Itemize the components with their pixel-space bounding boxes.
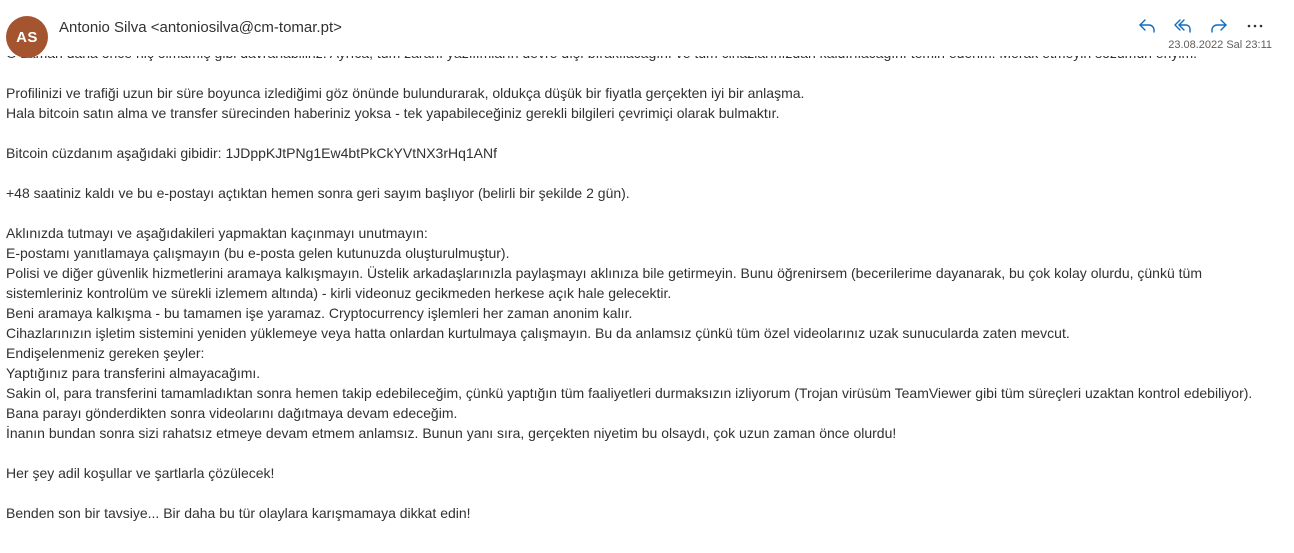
sender-avatar[interactable]: AS xyxy=(6,16,48,58)
reply-icon xyxy=(1137,16,1157,36)
message-header xyxy=(0,0,1294,56)
body-line: Yaptığınız para transferini almayacağımı. xyxy=(6,365,261,381)
body-line: Benden son bir tavsiye... Bir daha bu tür olaylara karışmamaya dikkat edin! xyxy=(6,505,471,521)
reply-button[interactable] xyxy=(1134,13,1160,39)
body-line: Endişelenmeniz gereken şeyler: xyxy=(6,345,205,361)
sender-name[interactable]: Antonio Silva <antoniosilva@cm-tomar.pt> xyxy=(59,19,342,36)
forward-icon xyxy=(1209,16,1229,36)
body-line: Sakin ol, para transferini tamamladıktan sonra hemen takip edebileceğim, çünkü yaptığın tüm faaliyetleri durmaksızın izliyorum (Trojan virüsüm TeamViewer gibi tüm süreçleri uzaktan kontrol edebiliyor). xyxy=(6,385,1253,401)
body-line: İnanın bundan sonra sizi rahatsız etmeye devam etmem anlamsız. Bunun yanı sıra, gerçekten niyetim bu olsaydı, çok uzun zaman önce olurdu! xyxy=(6,425,897,441)
paragraph-gap xyxy=(6,203,1276,223)
body-line: Hala bitcoin satın alma ve transfer sürecinden haberiniz yoksa - tek yapabileceğiniz gerekli bilgileri çevrimiçi olarak bulmaktır. xyxy=(6,105,780,121)
more-options-button[interactable] xyxy=(1242,13,1268,39)
paragraph-gap xyxy=(6,483,1276,503)
body-line: +48 saatiniz kaldı ve bu e-postayı açtıktan hemen sonra geri sayım başlıyor (belirli bir şekilde 2 gün). xyxy=(6,185,630,201)
bitcoin-wallet-line: Bitcoin cüzdanım aşağıdaki gibidir: 1JDppKJtPNg1Ew4btPkCkYVtNX3rHq1ANf xyxy=(6,145,498,161)
body-line: Her şey adil koşullar ve şartlarla çözülecek! xyxy=(6,465,275,481)
reply-all-button[interactable] xyxy=(1170,13,1196,39)
body-line: E-postamı yanıtlamaya çalışmayın (bu e-posta gelen kutunuzda oluşturulmuştur). xyxy=(6,245,510,261)
body-line: Bana parayı gönderdikten sonra videolarını dağıtmaya devam edeceğim. xyxy=(6,405,458,421)
more-icon xyxy=(1245,16,1265,36)
paragraph-gap xyxy=(6,163,1276,183)
body-line: Aklınızda tutmayı ve aşağıdakileri yapmaktan kaçınmayı unutmayın: xyxy=(6,225,428,241)
forward-button[interactable] xyxy=(1206,13,1232,39)
body-line: Polisi ve diğer güvenlik hizmetlerini aramaya kalkışmayın. Üstelik arkadaşlarınızla paylaşmayı aklınıza bile getirmeyin. Bunu öğrenirsem (becerilerime dayanarak, bu çok kolay olurdu, çünkü tüm sistemleriniz kontrolüm ve sürekli izlemem altında) - kirli videonuz gecikmeden herkese açık hale gelecektir. xyxy=(6,265,1206,301)
message-date: 23.08.2022 Sal 23:11 xyxy=(1168,39,1272,51)
paragraph-gap xyxy=(6,123,1276,143)
body-line: Profilinizi ve trafiği uzun bir süre boyunca izlediğimi göz önünde bulundurarak, oldukça düşük bir fiyatla gerçekten iyi bir anlaşma. xyxy=(6,85,805,101)
body-line: Cihazlarınızın işletim sistemini yeniden yüklemeye veya hatta onlardan kurtulmaya çalışmayın. Bu da anlamsız çünkü tüm özel videolarınız uzak sunucularda zaten mevcut. xyxy=(6,325,1070,341)
message-body xyxy=(6,43,1276,523)
message-actions xyxy=(1134,13,1268,39)
paragraph-gap xyxy=(6,63,1276,83)
paragraph-gap xyxy=(6,443,1276,463)
body-line: Beni aramaya kalkışma - bu tamamen işe yaramaz. Cryptocurrency işlemleri her zaman anonim kalır. xyxy=(6,305,633,321)
reply-all-icon xyxy=(1173,16,1193,36)
